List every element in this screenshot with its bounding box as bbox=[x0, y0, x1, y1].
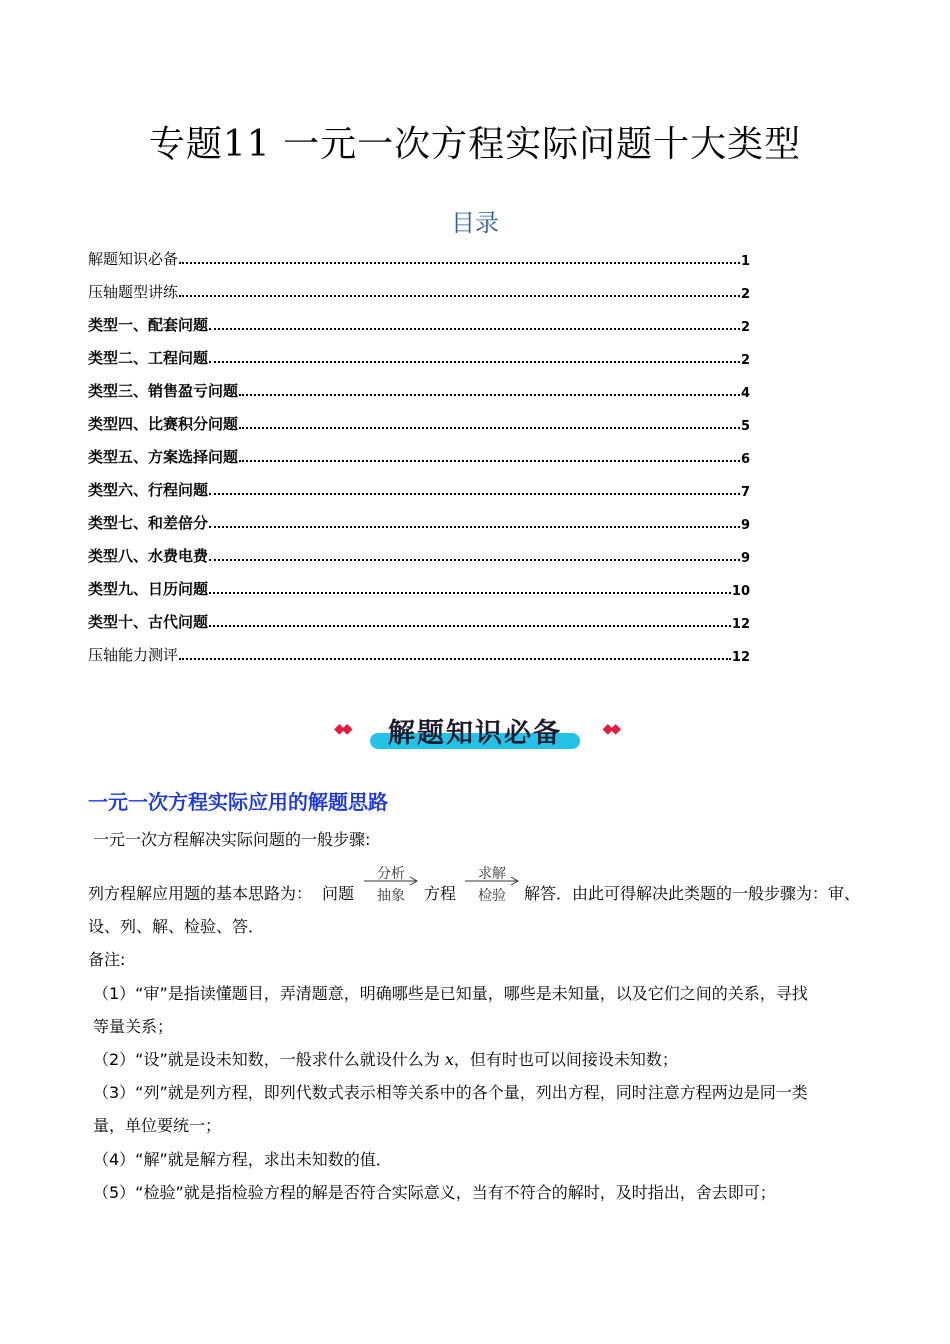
toc-leader-dots bbox=[239, 394, 740, 396]
toc-entry[interactable] bbox=[88, 500, 750, 533]
toc-entry[interactable] bbox=[88, 599, 750, 632]
word-equation: 方程 bbox=[424, 884, 457, 903]
toc-entry-page: 2 bbox=[740, 320, 750, 335]
toc-entry-page: 10 bbox=[731, 584, 750, 599]
variable-x: x bbox=[444, 1050, 454, 1069]
note-item-1: （1）“审”是指读懂题目，弄清题意，明确哪些是已知量，哪些是未知量，以及它们之间的关系，寻找 bbox=[93, 984, 808, 1003]
analyze-arrow bbox=[362, 863, 420, 903]
toc-leader-dots bbox=[239, 427, 740, 429]
word-question: 问题 bbox=[322, 884, 355, 903]
toc-entry-label: 类型一、配套问题 bbox=[88, 316, 209, 334]
toc-entry-label: 类型三、销售盈亏问题 bbox=[88, 382, 239, 400]
toc-entry-page: 2 bbox=[740, 353, 750, 368]
method-steps: 设、列、解、检验、答． bbox=[88, 917, 265, 936]
toc-entry[interactable] bbox=[88, 434, 750, 467]
toc-entry-page: 5 bbox=[740, 419, 750, 434]
section-title: 一元一次方程实际应用的解题思路 bbox=[88, 790, 388, 814]
table-of-contents bbox=[88, 236, 750, 665]
toc-leader-dots bbox=[179, 295, 740, 297]
toc-entry-label: 类型十、古代问题 bbox=[88, 613, 209, 631]
intro-text: 一元一次方程解决实际问题的一般步骤: bbox=[93, 830, 371, 849]
solve-arrow bbox=[463, 863, 521, 903]
diamond-icon: ◆◆ bbox=[334, 721, 350, 737]
toc-entry-label: 解题知识必备 bbox=[88, 250, 179, 268]
arrow-bottom-label: 抽象 bbox=[377, 888, 405, 904]
toc-entry-label: 类型五、方案选择问题 bbox=[88, 448, 239, 466]
toc-entry[interactable] bbox=[88, 335, 750, 368]
toc-leader-dots bbox=[209, 559, 740, 561]
toc-entry[interactable] bbox=[88, 236, 750, 269]
toc-entry[interactable] bbox=[88, 467, 750, 500]
toc-entry-label: 类型四、比赛积分问题 bbox=[88, 415, 239, 433]
toc-leader-dots bbox=[209, 361, 740, 363]
toc-entry-label: 类型二、工程问题 bbox=[88, 349, 209, 367]
toc-entry-page: 9 bbox=[740, 518, 750, 533]
toc-entry-page: 12 bbox=[731, 617, 750, 632]
toc-leader-dots bbox=[209, 328, 740, 330]
toc-entry-page: 6 bbox=[740, 452, 750, 467]
note-label: 备注: bbox=[88, 950, 126, 969]
toc-entry-label: 类型七、和差倍分 bbox=[88, 514, 209, 532]
toc-entry-page: 4 bbox=[740, 386, 750, 401]
toc-entry-page: 9 bbox=[740, 551, 750, 566]
toc-entry-label: 类型九、日历问题 bbox=[88, 580, 209, 598]
banner-label: 解题知识必备 bbox=[388, 718, 562, 749]
toc-entry[interactable] bbox=[88, 302, 750, 335]
note-item-2 bbox=[93, 1050, 678, 1070]
toc-entry-label: 压轴题型讲练 bbox=[88, 283, 179, 301]
note-item-1-cont: 等量关系； bbox=[93, 1017, 174, 1036]
toc-leader-dots bbox=[209, 526, 740, 528]
note-item-2-text-end: ，但有时也可以间接设未知数； bbox=[453, 1050, 678, 1069]
toc-entry-page: 1 bbox=[740, 254, 750, 269]
toc-entry-label: 类型八、水费电费 bbox=[88, 547, 209, 565]
toc-entry-page: 7 bbox=[740, 485, 750, 500]
toc-leader-dots bbox=[239, 460, 740, 462]
toc-leader-dots bbox=[179, 658, 731, 660]
note-item-4: （4）“解”就是解方程，求出未知数的值． bbox=[93, 1150, 392, 1169]
toc-leader-dots bbox=[209, 625, 731, 627]
toc-entry[interactable] bbox=[88, 368, 750, 401]
document-title: 专题11 一元一次方程实际问题十大类型 bbox=[148, 124, 802, 165]
toc-entry-page: 12 bbox=[731, 650, 750, 665]
toc-leader-dots bbox=[179, 262, 740, 264]
toc-entry[interactable] bbox=[88, 632, 750, 665]
arrow-top-label: 求解 bbox=[478, 866, 506, 882]
toc-entry-label: 类型六、行程问题 bbox=[88, 481, 209, 499]
section-banner bbox=[334, 707, 618, 755]
toc-leader-dots bbox=[209, 592, 731, 594]
method-text-end: 解答．由此可得解决此类题的一般步骤为：审、 bbox=[524, 884, 861, 903]
toc-entry-page: 2 bbox=[740, 287, 750, 302]
toc-entry[interactable] bbox=[88, 566, 750, 599]
toc-entry[interactable] bbox=[88, 533, 750, 566]
note-item-2-text: （2）“设”就是设未知数，一般求什么就设什么为 bbox=[93, 1050, 445, 1069]
arrow-bottom-label: 检验 bbox=[478, 888, 506, 904]
toc-entry[interactable] bbox=[88, 269, 750, 302]
diamond-icon: ◆◆ bbox=[602, 721, 618, 737]
note-item-3: （3）“列”就是列方程，即列代数式表示相等关系中的各个量，列出方程，同时注意方程两边是同一类 bbox=[93, 1083, 808, 1102]
note-item-3-cont: 量，单位要统一； bbox=[93, 1116, 222, 1135]
toc-leader-dots bbox=[209, 493, 740, 495]
method-text-start: 列方程解应用题的基本思路为： bbox=[88, 884, 313, 903]
toc-entry-label: 压轴能力测评 bbox=[88, 646, 179, 664]
toc-entry[interactable] bbox=[88, 401, 750, 434]
toc-heading: 目录 bbox=[451, 209, 499, 237]
arrow-top-label: 分析 bbox=[377, 866, 405, 882]
note-item-5: （5）“检验”就是指检验方程的解是否符合实际意义，当有不符合的解时，及时指出，舍去即可； bbox=[93, 1183, 776, 1202]
